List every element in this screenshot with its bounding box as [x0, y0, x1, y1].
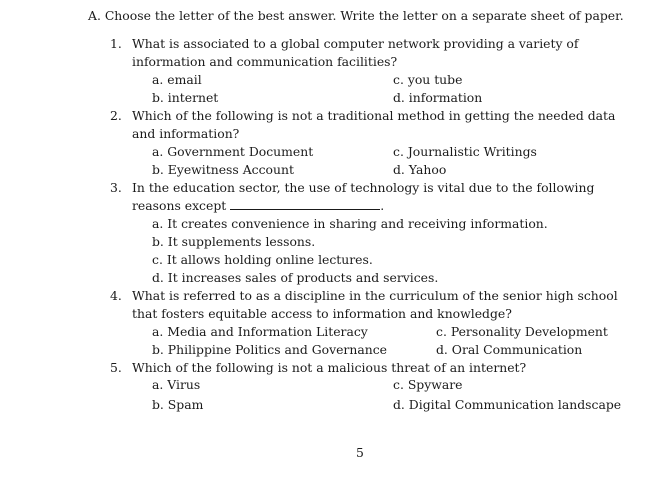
choice-c: c. you tube	[393, 72, 463, 87]
question-1	[110, 35, 578, 53]
question-4	[110, 287, 618, 305]
choice-a: a. Government Document	[152, 144, 314, 159]
choice-a: a. Media and Information Literacy	[152, 324, 368, 339]
question-suffix: .	[380, 198, 385, 213]
question-text-line: and information?	[132, 126, 240, 141]
question-text-line: In the education sector, the use of technology is vital due to the following	[132, 180, 595, 195]
question-text-line: What is associated to a global computer network providing a variety of	[132, 36, 579, 51]
question-text: reasons except	[132, 198, 227, 213]
choice-b: b. It supplements lessons.	[152, 234, 316, 249]
instruction-text: A. Choose the letter of the best answer. Write the letter on a separate sheet of paper.	[88, 8, 624, 23]
question-5	[110, 359, 526, 377]
question-number: 2.	[110, 108, 122, 123]
question-text-line: What is referred to as a discipline in the curriculum of the senior high school	[132, 288, 618, 303]
choice-c: c. It allows holding online lectures.	[152, 252, 373, 267]
question-text-line: information and communication facilities?	[132, 54, 398, 69]
question-number: 3.	[110, 180, 122, 195]
choice-c: c. Spyware	[393, 377, 463, 392]
question-number: 4.	[110, 288, 122, 303]
choice-a: a. email	[152, 72, 202, 87]
page-number: 5	[356, 445, 364, 460]
choice-b: b. Philippine Politics and Governance	[152, 342, 387, 357]
choice-d: d. information	[393, 90, 483, 105]
choice-d: d. Yahoo	[393, 162, 447, 177]
question-3	[110, 179, 594, 197]
choice-b: b. Eyewitness Account	[152, 162, 294, 177]
question-2	[110, 107, 615, 125]
question-text-line: that fosters equitable access to information and knowledge?	[132, 306, 512, 321]
choice-d: d. It increases sales of products and services.	[152, 270, 439, 285]
question-text-line: Which of the following is not a traditional method in getting the needed data	[132, 108, 616, 123]
question-number: 1.	[110, 36, 122, 51]
question-number: 5.	[110, 360, 122, 375]
choice-c: c. Personality Development	[436, 324, 608, 339]
choice-c: c. Journalistic Writings	[393, 144, 537, 159]
question-text-line: Which of the following is not a malicious threat of an internet?	[132, 360, 527, 375]
question-text-line	[132, 197, 384, 215]
choice-d: d. Digital Communication landscape	[393, 397, 622, 412]
choice-d: d. Oral Communication	[436, 342, 583, 357]
choice-b: b. internet	[152, 90, 219, 105]
choice-a: a. Virus	[152, 377, 201, 392]
choice-b: b. Spam	[152, 397, 204, 412]
answer-blank	[230, 197, 380, 210]
choice-a: a. It creates convenience in sharing and receiving information.	[152, 216, 548, 231]
